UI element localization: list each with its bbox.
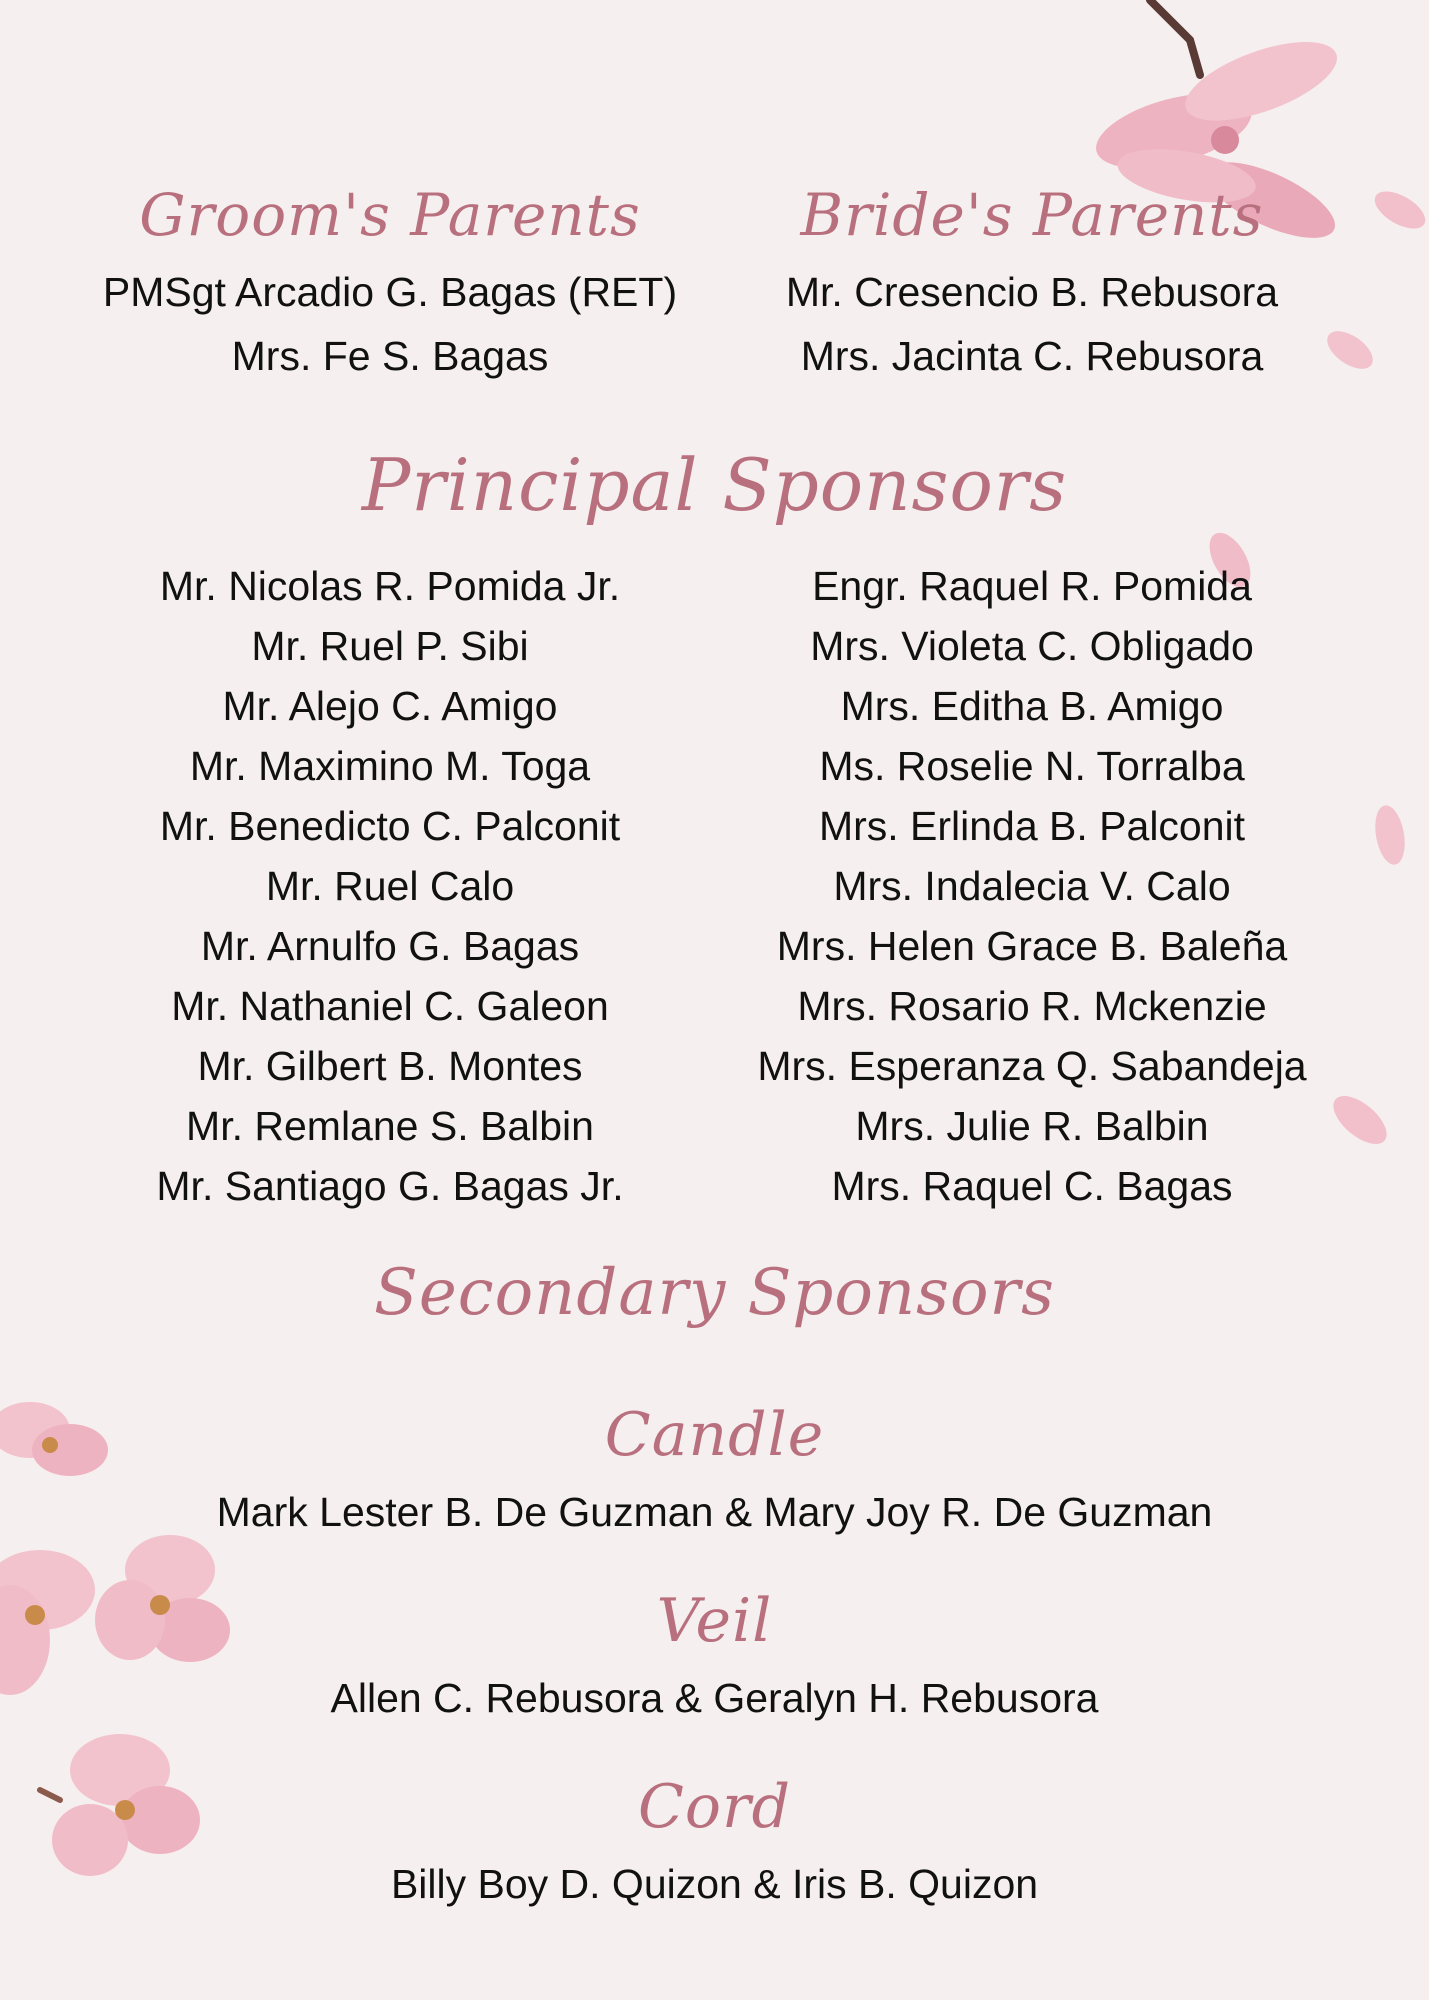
sponsor-name: Mrs. Violeta C. Obligado	[810, 623, 1254, 669]
sponsor-name: Mr. Arnulfo G. Bagas	[200, 923, 580, 969]
sponsor-name: Mrs. Julie R. Balbin	[855, 1103, 1209, 1149]
sponsor-name: Mrs. Esperanza Q. Sabandeja	[757, 1043, 1307, 1089]
bride-parents-heading: Bride's Parents	[800, 181, 1264, 249]
groom-mother-name: Mrs. Fe S. Bagas	[231, 333, 549, 379]
sponsor-name: Mr. Gilbert B. Montes	[197, 1043, 583, 1089]
bride-parents-section	[712, 170, 1352, 388]
bride-father-name: Mr. Cresencio B. Rebusora	[785, 269, 1279, 315]
sponsor-name: Mr. Ruel Calo	[265, 863, 515, 909]
sponsor-name: Mr. Benedicto C. Palconit	[159, 803, 621, 849]
groom-parents-section	[70, 170, 710, 388]
sponsor-name: Mrs. Editha B. Amigo	[840, 683, 1224, 729]
cord-heading: Cord	[637, 1772, 792, 1842]
principal-sponsors-left-column	[70, 556, 710, 1216]
candle-section	[0, 1390, 1429, 1544]
sponsor-name: Mrs. Raquel C. Bagas	[831, 1163, 1233, 1209]
bride-mother-name: Mrs. Jacinta C. Rebusora	[800, 333, 1264, 379]
petal-icon	[1365, 800, 1415, 870]
sponsor-name: Mrs. Helen Grace B. Baleña	[776, 923, 1288, 969]
groom-parents-heading: Groom's Parents	[139, 181, 641, 249]
veil-heading: Veil	[656, 1586, 773, 1656]
principal-sponsors-header	[0, 430, 1429, 540]
secondary-sponsors-heading: Secondary Sponsors	[374, 1256, 1055, 1330]
sponsor-name: Mr. Ruel P. Sibi	[251, 623, 529, 669]
candle-sponsors-names: Mark Lester B. De Guzman & Mary Joy R. De Guzman	[216, 1489, 1213, 1535]
sponsor-name: Mr. Nicolas R. Pomida Jr.	[159, 563, 621, 609]
secondary-sponsors-header	[0, 1245, 1429, 1341]
cord-section	[0, 1762, 1429, 1916]
sponsor-name: Ms. Roselie N. Torralba	[819, 743, 1245, 789]
candle-heading: Candle	[604, 1400, 825, 1470]
principal-sponsors-right-column	[712, 556, 1352, 1216]
veil-sponsors-names: Allen C. Rebusora & Geralyn H. Rebusora	[330, 1675, 1099, 1721]
cord-sponsors-names: Billy Boy D. Quizon & Iris B. Quizon	[390, 1861, 1039, 1907]
principal-sponsors-heading: Principal Sponsors	[361, 443, 1068, 527]
veil-section	[0, 1576, 1429, 1730]
sponsor-name: Mrs. Rosario R. Mckenzie	[797, 983, 1267, 1029]
sponsor-name: Mr. Santiago G. Bagas Jr.	[156, 1163, 624, 1209]
sponsor-name: Mr. Nathaniel C. Galeon	[171, 983, 609, 1029]
sponsor-name: Mr. Remlane S. Balbin	[186, 1103, 594, 1149]
sponsor-name: Mrs. Indalecia V. Calo	[833, 863, 1231, 909]
sponsor-name: Mrs. Erlinda B. Palconit	[818, 803, 1246, 849]
sponsor-name: Mr. Alejo C. Amigo	[222, 683, 558, 729]
sponsor-name: Engr. Raquel R. Pomida	[812, 563, 1252, 609]
sponsor-name: Mr. Maximino M. Toga	[189, 743, 591, 789]
groom-father-name: PMSgt Arcadio G. Bagas (RET)	[102, 269, 678, 315]
